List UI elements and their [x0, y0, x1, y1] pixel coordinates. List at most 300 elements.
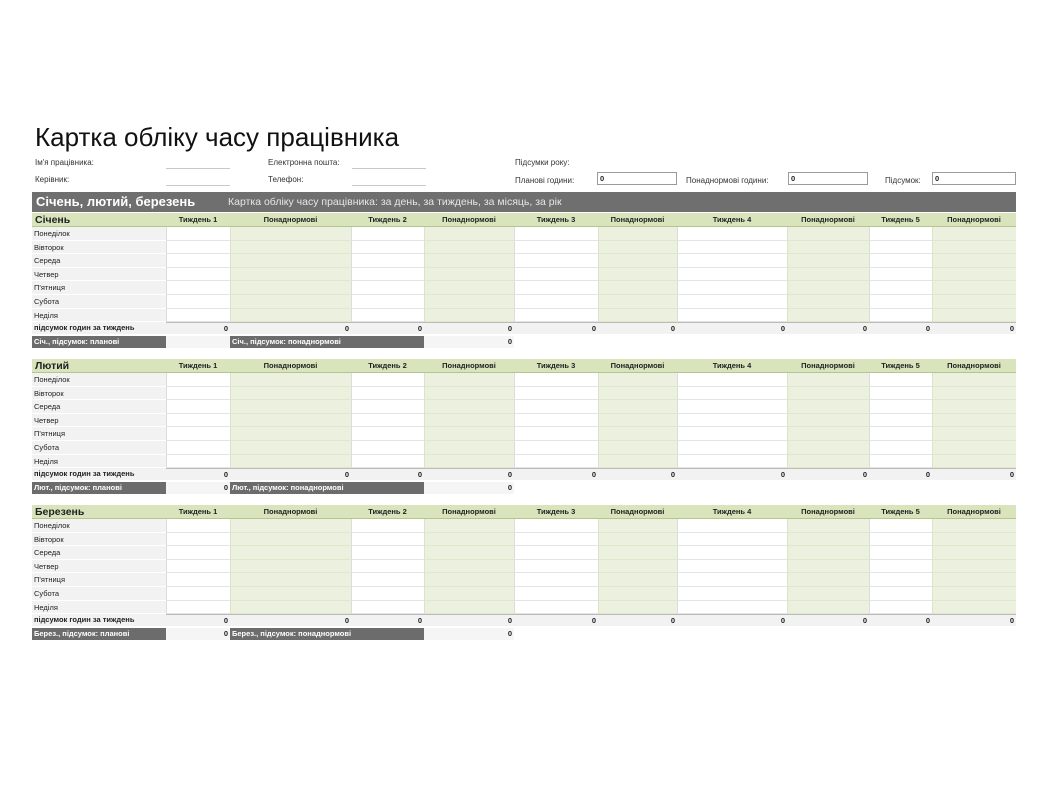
overtime-hours-cell[interactable]: [598, 281, 677, 295]
overtime-hours-cell[interactable]: [230, 254, 351, 268]
overtime-hours-cell[interactable]: [932, 455, 1016, 469]
overtime-hours-cell[interactable]: [598, 519, 677, 533]
week-hours-cell[interactable]: [677, 427, 787, 441]
column-header: [424, 505, 514, 519]
week-hours-cell[interactable]: [166, 573, 230, 587]
overtime-hours-cell[interactable]: [932, 441, 1016, 455]
week-hours-cell[interactable]: [351, 268, 424, 282]
column-header-label: Понаднормові: [442, 361, 496, 370]
overtime-hours-cell[interactable]: [787, 309, 869, 323]
week-hours-cell[interactable]: [351, 533, 424, 547]
column-header-label: Понаднормові: [610, 215, 665, 224]
week-hours-cell[interactable]: [514, 281, 598, 295]
quarter-subtitle: Картка обліку часу працівника: за день, за тиждень, за місяць, за рік: [228, 196, 562, 208]
day-label: Вівторок: [32, 387, 166, 401]
overtime-hours-cell[interactable]: [230, 533, 351, 547]
week-hours-cell[interactable]: [166, 241, 230, 255]
week-hours-cell[interactable]: [677, 373, 787, 387]
week-hours-cell[interactable]: [514, 241, 598, 255]
column-header-label: Понаднормові: [947, 215, 1001, 224]
overtime-hours-cell[interactable]: [787, 414, 869, 428]
overtime-hours-cell[interactable]: [787, 546, 869, 560]
overtime-hours-cell[interactable]: [598, 455, 677, 469]
overtime-hours-cell[interactable]: [787, 281, 869, 295]
phone-field[interactable]: [352, 175, 426, 186]
month-name-header: [32, 213, 166, 227]
overtime-hours-cell[interactable]: [932, 241, 1016, 255]
column-header: [869, 359, 932, 373]
overtime-hours-cell[interactable]: [932, 281, 1016, 295]
month-overtime-total-label: Берез., підсумок: понаднормові: [230, 628, 424, 640]
week-hours-cell[interactable]: [351, 295, 424, 309]
overtime-hours-cell[interactable]: [230, 587, 351, 601]
overtime-hours-cell[interactable]: [787, 427, 869, 441]
overtime-hours-cell[interactable]: [932, 309, 1016, 323]
day-label: Середа: [32, 546, 166, 560]
column-header: [166, 359, 230, 373]
overtime-hours-cell[interactable]: [932, 373, 1016, 387]
week-hours-cell[interactable]: [351, 427, 424, 441]
column-header-label: Понаднормові: [610, 361, 665, 370]
weekly-total-value: 0: [598, 322, 677, 334]
week-hours-cell[interactable]: [166, 560, 230, 574]
overtime-hours-cell[interactable]: [230, 281, 351, 295]
overtime-hours-cell[interactable]: [424, 295, 514, 309]
overtime-hours-cell[interactable]: [787, 601, 869, 615]
weekly-total-value: 0: [598, 468, 677, 480]
overtime-hours-cell[interactable]: [932, 587, 1016, 601]
column-header-label: Тиждень 5: [881, 507, 920, 516]
column-header: [514, 505, 598, 519]
week-hours-cell[interactable]: [869, 533, 932, 547]
weekly-total-value: 0: [424, 468, 514, 480]
week-hours-cell[interactable]: [677, 414, 787, 428]
week-hours-cell[interactable]: [166, 519, 230, 533]
overtime-hours-cell[interactable]: [598, 546, 677, 560]
week-hours-cell[interactable]: [514, 400, 598, 414]
overtime-hours-cell[interactable]: [932, 519, 1016, 533]
overtime-hours-cell[interactable]: [932, 546, 1016, 560]
week-hours-cell[interactable]: [514, 309, 598, 323]
column-header-label: Понаднормові: [947, 361, 1001, 370]
overtime-hours-value[interactable]: 0: [788, 172, 868, 185]
overtime-hours-cell[interactable]: [787, 533, 869, 547]
overtime-hours-cell[interactable]: [424, 414, 514, 428]
week-hours-cell[interactable]: [514, 587, 598, 601]
overtime-hours-cell[interactable]: [598, 560, 677, 574]
overtime-hours-cell[interactable]: [230, 309, 351, 323]
day-label: Четвер: [32, 268, 166, 282]
week-hours-cell[interactable]: [166, 587, 230, 601]
column-header: [166, 505, 230, 519]
weekly-total-value: 0: [677, 468, 787, 480]
week-hours-cell[interactable]: [677, 441, 787, 455]
overtime-hours-cell[interactable]: [787, 387, 869, 401]
month-name-header: [32, 359, 166, 373]
column-header: [677, 505, 787, 519]
week-hours-cell[interactable]: [677, 601, 787, 615]
week-hours-cell[interactable]: [514, 254, 598, 268]
week-hours-cell[interactable]: [351, 414, 424, 428]
week-hours-cell[interactable]: [514, 414, 598, 428]
overtime-hours-cell[interactable]: [787, 573, 869, 587]
week-hours-cell[interactable]: [514, 295, 598, 309]
week-hours-cell[interactable]: [351, 227, 424, 241]
column-header: [514, 359, 598, 373]
overtime-hours-cell[interactable]: [230, 560, 351, 574]
week-hours-cell[interactable]: [869, 573, 932, 587]
overtime-hours-cell[interactable]: [787, 241, 869, 255]
overtime-hours-cell[interactable]: [230, 400, 351, 414]
week-hours-cell[interactable]: [166, 441, 230, 455]
overtime-hours-cell[interactable]: [424, 373, 514, 387]
week-hours-cell[interactable]: [514, 573, 598, 587]
month-planned-total-label: Лют., підсумок: планові: [32, 482, 166, 494]
week-hours-cell[interactable]: [869, 373, 932, 387]
month-overtime-total-value: 0: [424, 482, 514, 494]
column-header: [598, 505, 677, 519]
week-hours-cell[interactable]: [514, 373, 598, 387]
week-hours-cell[interactable]: [166, 373, 230, 387]
column-header: [598, 213, 677, 227]
overtime-hours-cell[interactable]: [230, 414, 351, 428]
overtime-hours-cell[interactable]: [932, 414, 1016, 428]
week-hours-cell[interactable]: [869, 560, 932, 574]
column-header: [932, 505, 1016, 519]
overtime-hours-cell[interactable]: [424, 241, 514, 255]
overtime-hours-cell[interactable]: [598, 427, 677, 441]
weekly-total-value: 0: [787, 322, 869, 334]
week-hours-cell[interactable]: [677, 281, 787, 295]
overtime-hours-cell[interactable]: [787, 295, 869, 309]
week-hours-cell[interactable]: [677, 587, 787, 601]
overtime-hours-cell[interactable]: [932, 295, 1016, 309]
weekly-total-value: 0: [677, 322, 787, 334]
week-hours-cell[interactable]: [514, 601, 598, 615]
weekly-total-value: 0: [869, 322, 932, 334]
overtime-hours-cell[interactable]: [230, 546, 351, 560]
month-overtime-total-value: 0: [424, 628, 514, 640]
week-hours-cell[interactable]: [677, 254, 787, 268]
week-hours-cell[interactable]: [166, 268, 230, 282]
overtime-hours-cell[interactable]: [787, 373, 869, 387]
overtime-hours-cell[interactable]: [230, 427, 351, 441]
week-hours-cell[interactable]: [166, 414, 230, 428]
overtime-hours-cell[interactable]: [598, 573, 677, 587]
month-overtime-total-label: Лют., підсумок: понаднормові: [230, 482, 424, 494]
overtime-hours-cell[interactable]: [424, 546, 514, 560]
day-label: Четвер: [32, 414, 166, 428]
week-hours-cell[interactable]: [514, 268, 598, 282]
overtime-hours-cell[interactable]: [932, 387, 1016, 401]
overtime-hours-cell[interactable]: [424, 387, 514, 401]
column-header: [351, 213, 424, 227]
weekly-total-value: 0: [932, 614, 1016, 626]
overtime-hours-cell[interactable]: [424, 587, 514, 601]
week-hours-cell[interactable]: [869, 281, 932, 295]
month-name: Лютий: [35, 360, 70, 372]
week-hours-cell[interactable]: [677, 546, 787, 560]
column-header: [230, 505, 351, 519]
month-planned-total-label: Січ., підсумок: планові: [32, 336, 166, 348]
week-hours-cell[interactable]: [351, 519, 424, 533]
week-hours-cell[interactable]: [166, 254, 230, 268]
week-hours-cell[interactable]: [677, 227, 787, 241]
week-hours-cell[interactable]: [677, 400, 787, 414]
week-hours-cell[interactable]: [166, 601, 230, 615]
week-hours-cell[interactable]: [351, 400, 424, 414]
overtime-hours-cell[interactable]: [598, 601, 677, 615]
week-hours-cell[interactable]: [351, 441, 424, 455]
week-hours-cell[interactable]: [677, 387, 787, 401]
overtime-hours-cell[interactable]: [787, 560, 869, 574]
quarter-banner: [32, 192, 1016, 212]
column-header-label: Понаднормові: [610, 507, 665, 516]
overtime-hours-cell[interactable]: [424, 268, 514, 282]
week-hours-cell[interactable]: [869, 400, 932, 414]
week-hours-cell[interactable]: [351, 281, 424, 295]
weekly-total-value: 0: [230, 468, 351, 480]
column-header-label: Понаднормові: [263, 361, 318, 370]
page-title: Картка обліку часу працівника: [35, 122, 400, 152]
overtime-hours-cell[interactable]: [230, 268, 351, 282]
overtime-hours-cell[interactable]: [932, 400, 1016, 414]
overtime-hours-cell[interactable]: [598, 387, 677, 401]
overtime-hours-cell[interactable]: [598, 400, 677, 414]
week-hours-cell[interactable]: [351, 455, 424, 469]
overtime-hours-cell[interactable]: [787, 455, 869, 469]
overtime-hours-cell[interactable]: [230, 455, 351, 469]
overtime-hours-cell[interactable]: [424, 573, 514, 587]
overtime-hours-cell[interactable]: [424, 227, 514, 241]
overtime-hours-cell[interactable]: [932, 227, 1016, 241]
overtime-hours-cell[interactable]: [230, 519, 351, 533]
overtime-hours-cell[interactable]: [424, 441, 514, 455]
overtime-hours-cell[interactable]: [230, 441, 351, 455]
day-label: Субота: [32, 295, 166, 309]
overtime-hours-cell[interactable]: [932, 254, 1016, 268]
overtime-hours-cell[interactable]: [787, 519, 869, 533]
week-hours-cell[interactable]: [869, 227, 932, 241]
week-hours-cell[interactable]: [869, 414, 932, 428]
overtime-hours-cell[interactable]: [932, 573, 1016, 587]
day-label: Понеділок: [32, 373, 166, 387]
overtime-hours-cell[interactable]: [787, 227, 869, 241]
week-hours-cell[interactable]: [166, 455, 230, 469]
weekly-total-value: 0: [166, 614, 230, 626]
day-label: Неділя: [32, 309, 166, 323]
column-header: [869, 505, 932, 519]
column-header: [869, 213, 932, 227]
weekly-total-value: 0: [424, 614, 514, 626]
overtime-hours-cell[interactable]: [598, 587, 677, 601]
week-hours-cell[interactable]: [869, 546, 932, 560]
month-name-header: [32, 505, 166, 519]
overtime-hours-cell[interactable]: [230, 373, 351, 387]
overtime-hours-cell[interactable]: [598, 373, 677, 387]
overtime-hours-cell[interactable]: [598, 227, 677, 241]
week-hours-cell[interactable]: [351, 387, 424, 401]
overtime-hours-cell[interactable]: [598, 309, 677, 323]
week-hours-cell[interactable]: [869, 309, 932, 323]
overtime-hours-cell[interactable]: [598, 295, 677, 309]
week-hours-cell[interactable]: [677, 560, 787, 574]
overtime-hours-cell[interactable]: [598, 268, 677, 282]
total-value[interactable]: 0: [932, 172, 1016, 185]
overtime-hours-cell[interactable]: [424, 455, 514, 469]
week-hours-cell[interactable]: [514, 441, 598, 455]
weekly-total-value: 0: [166, 322, 230, 334]
month-planned-total-label: Берез., підсумок: планові: [32, 628, 166, 640]
overtime-hours-cell[interactable]: [598, 441, 677, 455]
overtime-hours-cell[interactable]: [424, 281, 514, 295]
column-header-label: Тиждень 4: [712, 507, 752, 516]
overtime-hours-cell[interactable]: [424, 560, 514, 574]
week-hours-cell[interactable]: [166, 546, 230, 560]
overtime-hours-cell[interactable]: [787, 587, 869, 601]
overtime-hours-cell[interactable]: [230, 601, 351, 615]
column-header-label: Тиждень 3: [536, 215, 576, 224]
week-hours-cell[interactable]: [166, 281, 230, 295]
week-hours-cell[interactable]: [869, 587, 932, 601]
week-hours-cell[interactable]: [677, 533, 787, 547]
overtime-hours-cell[interactable]: [424, 309, 514, 323]
week-hours-cell[interactable]: [677, 268, 787, 282]
quarter-title: Січень, лютий, березень: [36, 194, 196, 209]
planned-hours-label: Планові години:: [515, 176, 575, 185]
weekly-total-value: 0: [869, 614, 932, 626]
weekly-total-value: 0: [932, 468, 1016, 480]
week-hours-cell[interactable]: [166, 295, 230, 309]
column-header: [932, 213, 1016, 227]
weekly-total-value: 0: [351, 468, 424, 480]
overtime-hours-cell[interactable]: [932, 533, 1016, 547]
week-hours-cell[interactable]: [166, 309, 230, 323]
overtime-hours-cell[interactable]: [932, 601, 1016, 615]
email-field[interactable]: [352, 158, 426, 169]
week-hours-cell[interactable]: [869, 295, 932, 309]
month-planned-total-value: 0: [166, 482, 230, 494]
overtime-hours-cell[interactable]: [424, 427, 514, 441]
column-header: [677, 213, 787, 227]
overtime-hours-cell[interactable]: [598, 241, 677, 255]
week-hours-cell[interactable]: [514, 533, 598, 547]
weekly-total-label: підсумок годин за тиждень: [32, 322, 166, 334]
overtime-hours-cell[interactable]: [932, 427, 1016, 441]
weekly-total-value: 0: [932, 322, 1016, 334]
week-hours-cell[interactable]: [514, 387, 598, 401]
week-hours-cell[interactable]: [677, 241, 787, 255]
overtime-hours-cell[interactable]: [787, 254, 869, 268]
overtime-hours-cell[interactable]: [230, 241, 351, 255]
day-label: Вівторок: [32, 241, 166, 255]
week-hours-cell[interactable]: [166, 227, 230, 241]
weekly-total-value: 0: [787, 614, 869, 626]
column-header-label: Тиждень 1: [178, 215, 218, 224]
week-hours-cell[interactable]: [351, 560, 424, 574]
week-hours-cell[interactable]: [869, 427, 932, 441]
overtime-hours-cell[interactable]: [598, 254, 677, 268]
week-hours-cell[interactable]: [166, 400, 230, 414]
weekly-total-value: 0: [351, 322, 424, 334]
week-hours-cell[interactable]: [351, 573, 424, 587]
week-hours-cell[interactable]: [677, 455, 787, 469]
overtime-hours-cell[interactable]: [230, 573, 351, 587]
weekly-total-value: 0: [166, 468, 230, 480]
week-hours-cell[interactable]: [514, 455, 598, 469]
overtime-hours-cell[interactable]: [787, 400, 869, 414]
overtime-hours-cell[interactable]: [424, 254, 514, 268]
week-hours-cell[interactable]: [677, 573, 787, 587]
planned-hours-value[interactable]: 0: [597, 172, 677, 185]
overtime-hours-cell[interactable]: [230, 295, 351, 309]
week-hours-cell[interactable]: [514, 519, 598, 533]
week-hours-cell[interactable]: [869, 455, 932, 469]
overtime-hours-cell[interactable]: [424, 533, 514, 547]
overtime-hours-cell[interactable]: [424, 601, 514, 615]
month-overtime-total-value: 0: [424, 336, 514, 348]
week-hours-cell[interactable]: [166, 533, 230, 547]
day-label: Субота: [32, 587, 166, 601]
overtime-hours-cell[interactable]: [230, 387, 351, 401]
week-hours-cell[interactable]: [351, 373, 424, 387]
overtime-hours-cell[interactable]: [424, 519, 514, 533]
week-hours-cell[interactable]: [514, 227, 598, 241]
week-hours-cell[interactable]: [514, 546, 598, 560]
overtime-hours-cell[interactable]: [598, 414, 677, 428]
week-hours-cell[interactable]: [677, 295, 787, 309]
week-hours-cell[interactable]: [351, 587, 424, 601]
week-hours-cell[interactable]: [869, 441, 932, 455]
week-hours-cell[interactable]: [869, 601, 932, 615]
week-hours-cell[interactable]: [869, 241, 932, 255]
week-hours-cell[interactable]: [869, 268, 932, 282]
column-header: [424, 213, 514, 227]
week-hours-cell[interactable]: [351, 601, 424, 615]
overtime-hours-cell[interactable]: [932, 268, 1016, 282]
day-label: Неділя: [32, 455, 166, 469]
overtime-hours-cell[interactable]: [424, 400, 514, 414]
week-hours-cell[interactable]: [166, 427, 230, 441]
phone-label: Телефон:: [268, 175, 304, 184]
weekly-total-value: 0: [677, 614, 787, 626]
weekly-total-value: 0: [787, 468, 869, 480]
weekly-total-value: 0: [514, 322, 598, 334]
week-hours-cell[interactable]: [514, 560, 598, 574]
week-hours-cell[interactable]: [351, 241, 424, 255]
week-hours-cell[interactable]: [351, 309, 424, 323]
employee-name-field[interactable]: [166, 158, 230, 169]
day-label: П'ятниця: [32, 281, 166, 295]
column-header-label: Тиждень 2: [368, 215, 407, 224]
week-hours-cell[interactable]: [514, 427, 598, 441]
overtime-hours-cell[interactable]: [787, 268, 869, 282]
week-hours-cell[interactable]: [351, 254, 424, 268]
week-hours-cell[interactable]: [351, 546, 424, 560]
overtime-hours-cell[interactable]: [230, 227, 351, 241]
overtime-hours-cell[interactable]: [932, 560, 1016, 574]
week-hours-cell[interactable]: [869, 254, 932, 268]
week-hours-cell[interactable]: [677, 519, 787, 533]
column-header-label: Тиждень 1: [178, 507, 218, 516]
week-hours-cell[interactable]: [166, 387, 230, 401]
overtime-hours-cell[interactable]: [598, 533, 677, 547]
week-hours-cell[interactable]: [869, 387, 932, 401]
manager-field[interactable]: [166, 175, 230, 186]
overtime-hours-cell[interactable]: [787, 441, 869, 455]
week-hours-cell[interactable]: [677, 309, 787, 323]
week-hours-cell[interactable]: [869, 519, 932, 533]
